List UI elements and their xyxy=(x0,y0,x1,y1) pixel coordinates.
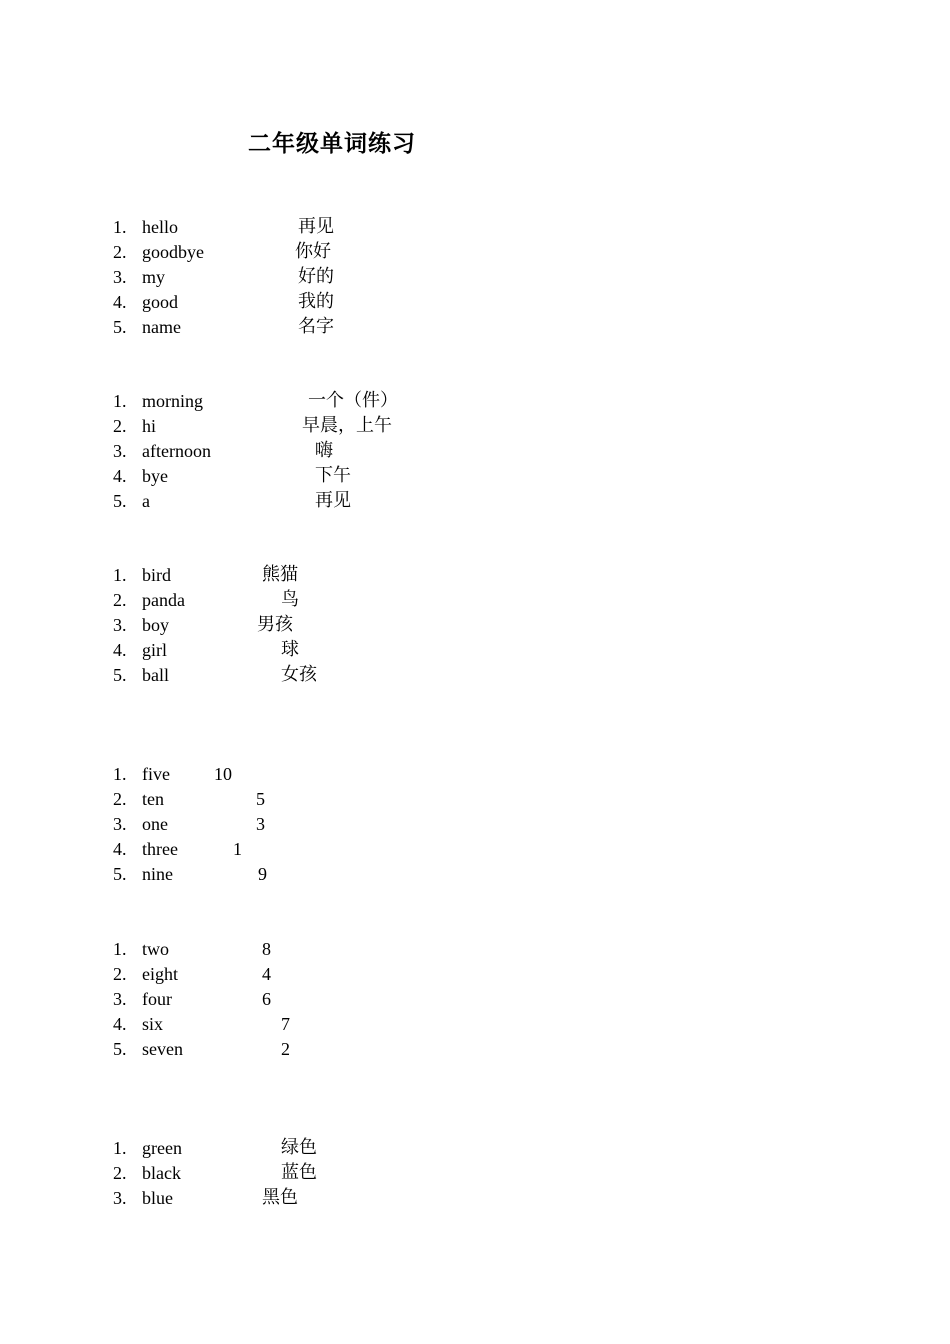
item-number: 1. xyxy=(113,391,127,411)
item-number: 3. xyxy=(113,441,127,461)
match-option: 名字 xyxy=(298,316,334,337)
item-number: 5. xyxy=(113,317,127,337)
match-option: 你好 xyxy=(295,241,331,262)
english-word: morning xyxy=(142,391,203,411)
word-row xyxy=(0,489,950,513)
item-number: 2. xyxy=(113,590,127,610)
item-number: 4. xyxy=(113,466,127,486)
item-number: 1. xyxy=(113,939,127,959)
item-number: 4. xyxy=(113,640,127,660)
word-row xyxy=(0,290,950,314)
item-number: 2. xyxy=(113,964,127,984)
word-row xyxy=(0,1012,950,1036)
english-word: boy xyxy=(142,615,169,635)
match-option: 嗨 xyxy=(315,440,333,461)
english-word: green xyxy=(142,1138,182,1158)
word-row xyxy=(0,315,950,339)
english-word: bye xyxy=(142,466,168,486)
word-row xyxy=(0,962,950,986)
item-number: 1. xyxy=(113,1138,127,1158)
item-number: 1. xyxy=(113,565,127,585)
word-row xyxy=(0,240,950,264)
word-row xyxy=(0,563,950,587)
word-row xyxy=(0,812,950,836)
match-option: 早晨，上午 xyxy=(302,415,392,436)
match-option: 好的 xyxy=(298,266,334,287)
word-row xyxy=(0,613,950,637)
item-number: 1. xyxy=(113,217,127,237)
english-word: five xyxy=(142,764,170,784)
word-row xyxy=(0,663,950,687)
english-word: blue xyxy=(142,1188,173,1208)
match-option: 一个（件） xyxy=(308,390,398,411)
word-row xyxy=(0,1161,950,1185)
word-row xyxy=(0,937,950,961)
word-row xyxy=(0,464,950,488)
english-word: afternoon xyxy=(142,441,211,461)
english-word: girl xyxy=(142,640,167,660)
word-row xyxy=(0,1136,950,1160)
page-title: 二年级单词练习 xyxy=(248,131,416,157)
match-option: 熊猫 xyxy=(262,564,298,585)
item-number: 3. xyxy=(113,814,127,834)
english-word: six xyxy=(142,1014,164,1034)
word-row xyxy=(0,439,950,463)
english-word: panda xyxy=(142,590,185,610)
match-option: 绿色 xyxy=(281,1137,317,1158)
match-option: 6 xyxy=(262,989,271,1009)
match-option: 1 xyxy=(233,839,242,859)
word-row xyxy=(0,787,950,811)
match-option: 4 xyxy=(262,964,271,984)
word-row xyxy=(0,215,950,239)
english-word: one xyxy=(142,814,168,834)
english-word: hello xyxy=(142,217,178,237)
english-word: ball xyxy=(142,665,169,685)
match-option: 再见 xyxy=(315,490,351,511)
item-number: 2. xyxy=(113,789,127,809)
english-word: a xyxy=(142,491,150,511)
match-option: 8 xyxy=(262,939,271,959)
match-option: 2 xyxy=(281,1039,290,1059)
word-row xyxy=(0,588,950,612)
item-number: 4. xyxy=(113,839,127,859)
word-row xyxy=(0,414,950,438)
item-number: 2. xyxy=(113,416,127,436)
item-number: 4. xyxy=(113,1014,127,1034)
item-number: 3. xyxy=(113,615,127,635)
match-option: 球 xyxy=(281,639,299,660)
match-option: 再见 xyxy=(298,216,334,237)
match-option: 10 xyxy=(214,764,232,784)
item-number: 3. xyxy=(113,267,127,287)
match-option: 黑色 xyxy=(262,1187,298,1208)
match-option: 鸟 xyxy=(281,589,299,610)
match-option: 9 xyxy=(258,864,267,884)
item-number: 2. xyxy=(113,242,127,262)
match-option: 我的 xyxy=(298,291,334,312)
english-word: good xyxy=(142,292,178,312)
english-word: eight xyxy=(142,964,178,984)
english-word: two xyxy=(142,939,169,959)
match-option: 男孩 xyxy=(257,614,293,635)
english-word: nine xyxy=(142,864,173,884)
english-word: my xyxy=(142,267,166,287)
english-word: seven xyxy=(142,1039,183,1059)
match-option: 7 xyxy=(281,1014,290,1034)
english-word: goodbye xyxy=(142,242,204,262)
word-row xyxy=(0,265,950,289)
match-option: 3 xyxy=(256,814,265,834)
word-row xyxy=(0,837,950,861)
english-word: three xyxy=(142,839,178,859)
item-number: 2. xyxy=(113,1163,127,1183)
english-word: ten xyxy=(142,789,164,809)
english-word: four xyxy=(142,989,172,1009)
word-row xyxy=(0,987,950,1011)
word-row xyxy=(0,1037,950,1061)
item-number: 1. xyxy=(113,764,127,784)
match-option: 5 xyxy=(256,789,265,809)
word-row xyxy=(0,1186,950,1210)
item-number: 3. xyxy=(113,989,127,1009)
match-option: 女孩 xyxy=(281,664,317,685)
item-number: 4. xyxy=(113,292,127,312)
english-word: hi xyxy=(142,416,157,436)
english-word: black xyxy=(142,1163,181,1183)
word-row xyxy=(0,638,950,662)
match-option: 蓝色 xyxy=(281,1162,317,1183)
item-number: 5. xyxy=(113,491,127,511)
item-number: 5. xyxy=(113,665,127,685)
word-row xyxy=(0,389,950,413)
item-number: 3. xyxy=(113,1188,127,1208)
english-word: bird xyxy=(142,565,171,585)
match-option: 下午 xyxy=(315,465,351,486)
english-word: name xyxy=(142,317,181,337)
word-row xyxy=(0,862,950,886)
item-number: 5. xyxy=(113,1039,127,1059)
item-number: 5. xyxy=(113,864,127,884)
word-row xyxy=(0,762,950,786)
